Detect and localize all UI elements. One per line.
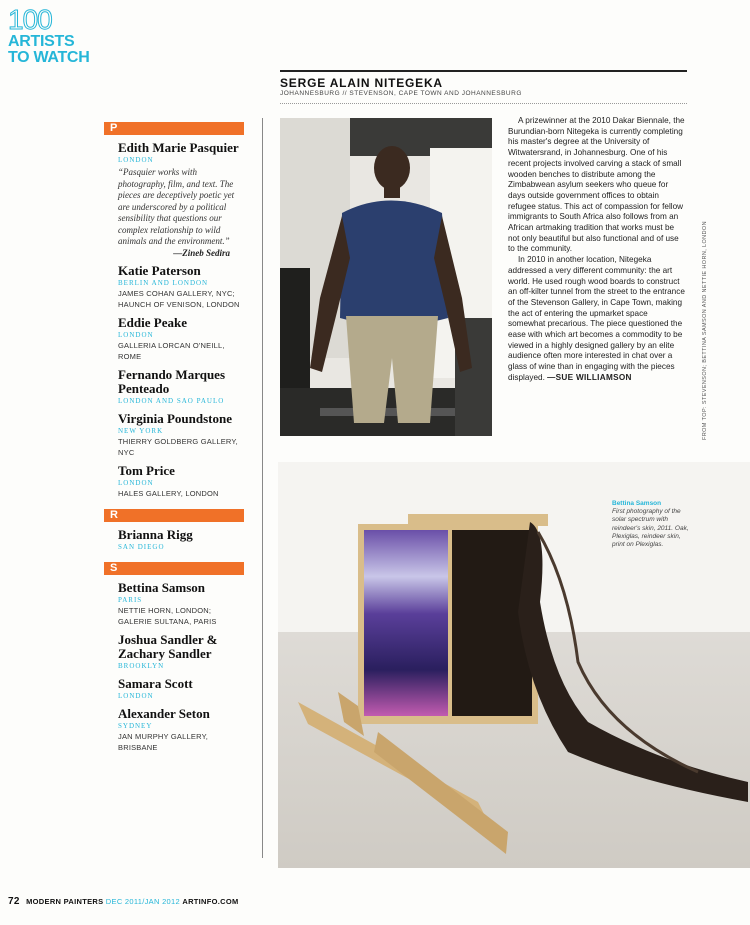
logo-line-2: TO WATCH bbox=[8, 49, 90, 66]
artist-entry bbox=[118, 316, 244, 362]
artist-gallery: JAMES COHAN GALLERY, NYC; HAUNCH OF VENISON, LONDON bbox=[118, 288, 240, 309]
artist-gallery: JAN MURPHY GALLERY, BRISBANE bbox=[118, 731, 209, 752]
artist-entry bbox=[118, 141, 244, 258]
artist-location: BROOKLYN bbox=[118, 661, 165, 670]
artist-gallery: NETTIE HORN, LONDON; GALERIE SULTANA, PARIS bbox=[118, 605, 217, 626]
article-paragraph: A prizewinner at the 2010 Dakar Biennale, the Burundian-born Nitegeka is currently completing his master's degree at the University of Witwatersrand, in Johannesburg. One of his recent projects involved carving a stack of small wooden benches to distribute among the Zimbabwean asylum seekers who queue for days outside government offices to obtain refugee status. This act of compassion for fellow immigrants to South Africa also follows from an African artmaking tradition that works must be not only beautiful but also functional and of use to the community. bbox=[508, 116, 685, 254]
letter-header-r: R bbox=[104, 509, 244, 522]
artwork-caption bbox=[612, 500, 692, 549]
artist-name: Eddie Peake bbox=[118, 314, 187, 330]
artist-gallery: GALLERIA LORCAN O'NEILL, ROME bbox=[118, 340, 225, 361]
artist-name: Edith Marie Pasquier bbox=[118, 140, 239, 155]
artist-location: NEW YORK bbox=[118, 426, 164, 435]
artist-entry bbox=[118, 633, 244, 671]
artist-entry bbox=[118, 677, 244, 701]
page-footer bbox=[8, 896, 239, 907]
artist-location: LONDON bbox=[118, 330, 154, 339]
artist-entry bbox=[118, 412, 244, 458]
artist-location: LONDON bbox=[118, 691, 154, 700]
letter-header-p: P bbox=[104, 122, 244, 135]
artist-location: PARIS bbox=[118, 595, 143, 604]
artist-entry bbox=[118, 581, 244, 627]
artist-entry bbox=[118, 707, 244, 753]
artist-entry bbox=[118, 368, 244, 406]
artist-location: SYDNEY bbox=[118, 721, 153, 730]
artist-name: Virginia Poundstone bbox=[118, 410, 233, 426]
artist-list bbox=[104, 122, 244, 753]
logo-line-1: ARTISTS bbox=[8, 33, 75, 50]
artist-location: LONDON AND SAO PAULO bbox=[118, 396, 225, 405]
artist-name: Alexander Seton bbox=[118, 705, 210, 721]
artist-gallery: HALES GALLERY, LONDON bbox=[118, 488, 219, 498]
magazine-name: MODERN PAINTERS bbox=[26, 897, 104, 906]
caption-text: First photography of the solar spectrum with reindeer's skin, 2011. Oak, Plexiglas, reindeer skin, print on Plexiglas. bbox=[612, 508, 689, 549]
caption-artist-name: Bettina Samson bbox=[612, 500, 662, 507]
artist-location: BERLIN AND LONDON bbox=[118, 278, 209, 287]
issue-date: DEC 2011/JAN 2012 bbox=[105, 897, 180, 906]
article-paragraph bbox=[508, 255, 686, 383]
artist-name: Brianna Rigg bbox=[118, 526, 193, 542]
article-subtitle: JOHANNESBURG // STEVENSON, CAPE TOWN AND JOHANNESBURG bbox=[280, 90, 522, 97]
dotted-divider bbox=[280, 103, 687, 104]
article-title: SERGE ALAIN NITEGEKA bbox=[280, 76, 443, 90]
logo-number: 100 bbox=[8, 4, 52, 35]
artist-portrait-photo bbox=[280, 118, 492, 436]
artist-entry bbox=[118, 464, 244, 499]
artist-name: Bettina Samson bbox=[118, 579, 206, 595]
artist-name: Samara Scott bbox=[118, 675, 193, 691]
quote-attribution: —Zineb Sedira bbox=[173, 247, 230, 258]
artist-entry bbox=[118, 528, 244, 552]
header-rule bbox=[280, 70, 687, 72]
article-signature: —SUE WILLIAMSON bbox=[547, 372, 632, 382]
page-number: 72 bbox=[8, 896, 20, 907]
article-body bbox=[508, 116, 686, 384]
artist-gallery: THIERRY GOLDBERG GALLERY, NYC bbox=[118, 436, 238, 457]
artist-name: Fernando Marques Penteado bbox=[118, 366, 226, 396]
photo-credit-text: FROM TOP: STEVENSON; BETTINA SAMSON AND NETTIE HORN, LONDON bbox=[702, 221, 708, 440]
column-divider bbox=[262, 118, 263, 858]
artist-name: Joshua Sandler & Zachary Sandler bbox=[118, 631, 218, 661]
photo-credit bbox=[702, 221, 712, 440]
artist-name: Tom Price bbox=[118, 462, 175, 478]
artist-entry bbox=[118, 264, 244, 310]
website: ARTINFO.COM bbox=[182, 897, 239, 906]
artist-location: LONDON bbox=[118, 478, 154, 487]
letter-header-s: S bbox=[104, 562, 244, 575]
artist-location: SAN DIEGO bbox=[118, 542, 165, 551]
artist-quote: “Pasquier works with photography, film, and text. The pieces are deceptively poetic yet are underscored by a political sensibility that questions our complex relationship to wild animals and the environment.” bbox=[118, 167, 235, 246]
article-paragraph-text: In 2010 in another location, Nitegeka addressed a very different community: the art world. He used rough wood boards to construct an off-kilter tunnel from the street to the entrance of the Stevenson Gallery, in Cape Town, making the act of entering the upmarket space somewhat precarious. The piece questioned the ease with which art becomes a commodity to be viewed in a highly designed gallery by an elite audience often more interested in chat over a glass of wine than in engaging with the pieces displayed. bbox=[508, 255, 685, 382]
artist-name: Katie Paterson bbox=[118, 262, 201, 278]
section-logo bbox=[8, 6, 89, 66]
artist-location: LONDON bbox=[118, 156, 154, 164]
